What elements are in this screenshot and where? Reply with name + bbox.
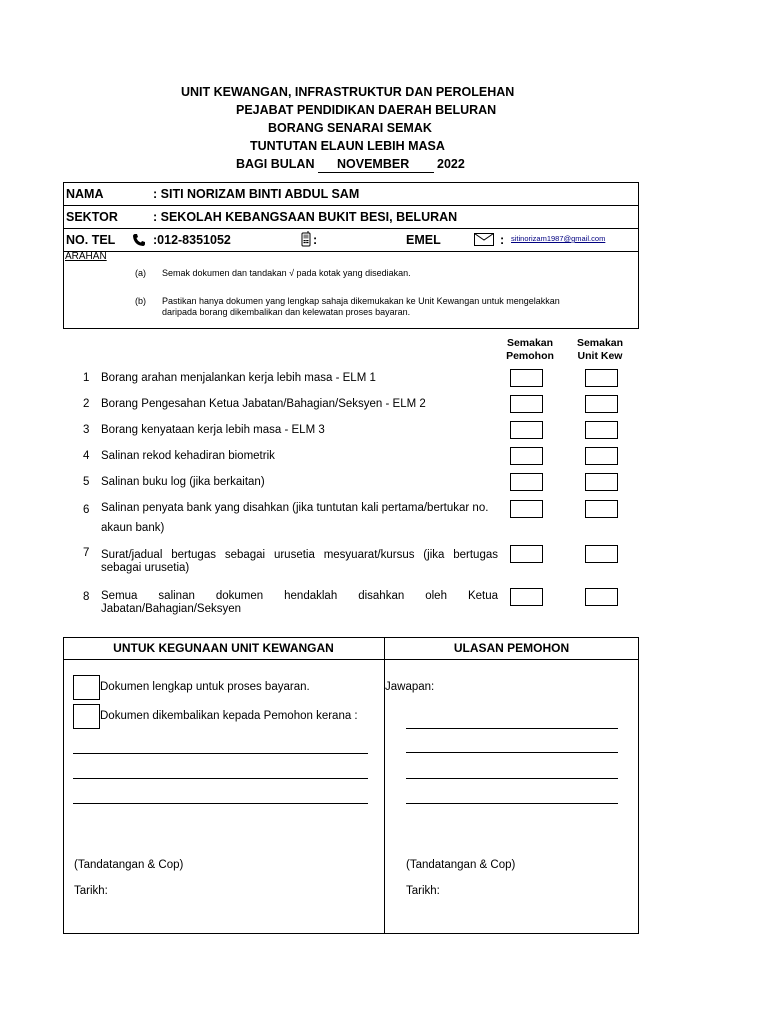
write-line[interactable] [406,752,618,753]
item-text: Borang kenyataan kerja lebih masa - ELM 3 [101,424,325,436]
month-underline [318,172,434,173]
col-unit-line1: Semakan [576,337,624,349]
col-semakan-unit-kew [570,337,630,363]
write-line[interactable] [406,778,618,779]
checkbox-unit-kew[interactable] [585,545,618,563]
write-line[interactable] [406,803,618,804]
item-text-line2: sebagai urusetia) [101,562,190,574]
checkbox-unit-kew[interactable] [585,500,618,518]
col-pemohon-line1: Semakan [506,337,554,349]
mobile-value: : [313,233,318,247]
checkbox-pemohon[interactable] [510,500,543,518]
item-text: Salinan buku log (jika berkaitan) [101,476,265,488]
header-claim-title: TUNTUTAN ELAUN LEBIH MASA [250,139,445,153]
tel-label: NO. TEL [66,233,116,247]
phone-icon [132,233,146,252]
header-form-title: BORANG SENARAI SEMAK [268,121,432,135]
header-month-prefix: BAGI BULAN [236,157,315,171]
divider [63,659,639,660]
option-dokumen-lengkap: Dokumen lengkap untuk proses bayaran. [100,681,310,693]
checkbox-pemohon[interactable] [510,447,543,465]
emel-link[interactable]: sitinorizam1987@gmail.com [511,234,606,243]
item-text-line1: Salinan penyata bank yang disahkan (jika tuntutan kali pertama/bertukar no. [101,502,489,514]
checkbox-unit-kew[interactable] [585,369,618,387]
item-number: 8 [83,591,90,603]
item-text: Borang Pengesahan Ketua Jabatan/Bahagian/Seksyen - ELM 2 [101,398,426,410]
arahan-a-text: Semak dokumen dan tandakan √ pada kotak yang disediakan. [162,268,411,278]
checkbox-dokumen-dikembalikan[interactable] [73,704,100,729]
col-semakan-pemohon [500,337,560,363]
header-year: 2022 [437,157,465,171]
item-number: 2 [83,398,90,410]
write-line[interactable] [73,803,368,804]
item-number: 3 [83,424,90,436]
item-text-line1: Semua salinan dokumen hendaklah disahkan oleh Ketua [101,590,498,602]
item-number: 5 [83,476,90,488]
checkbox-unit-kew[interactable] [585,588,618,606]
item-number: 7 [83,547,90,559]
checkbox-pemohon[interactable] [510,421,543,439]
write-line[interactable] [406,728,618,729]
signature-label-left: (Tandatangan & Cop) [74,859,184,871]
item-number: 1 [83,372,90,384]
nama-value: : SITI NORIZAM BINTI ABDUL SAM [153,187,360,201]
divider [63,228,639,229]
email-envelope-icon [474,233,494,251]
left-section-title: UNTUK KEGUNAAN UNIT KEWANGAN [113,641,334,655]
nama-label: NAMA [66,187,104,201]
emel-colon: : [500,233,505,247]
item-text: Salinan rekod kehadiran biometrik [101,450,275,462]
checkbox-unit-kew[interactable] [585,473,618,491]
checkbox-dokumen-lengkap[interactable] [73,675,100,700]
divider [63,205,639,206]
checkbox-pemohon[interactable] [510,588,543,606]
header-office: PEJABAT PENDIDIKAN DAERAH BELURAN [236,103,497,117]
arahan-b-text-1: Pastikan hanya dokumen yang lengkap sahaja dikemukakan ke Unit Kewangan untuk mengelakkan [162,296,560,306]
col-pemohon-line2: Pemohon [506,350,554,362]
header-month: NOVEMBER [337,157,410,171]
sektor-value: : SEKOLAH KEBANGSAAN BUKIT BESI, BELURAN [153,210,458,224]
header-unit: UNIT KEWANGAN, INFRASTRUKTUR DAN PEROLEHAN [181,85,515,99]
item-text-line2: akaun bank) [101,522,165,534]
checkbox-unit-kew[interactable] [585,447,618,465]
arahan-a-label: (a) [135,268,146,278]
arahan-b-label: (b) [135,296,146,306]
divider [63,251,639,252]
date-label-left: Tarikh: [74,885,108,897]
item-text-line2: Jabatan/Bahagian/Seksyen [101,603,242,615]
checkbox-pemohon[interactable] [510,545,543,563]
item-text: Borang arahan menjalankan kerja lebih masa - ELM 1 [101,372,376,384]
sektor-label: SEKTOR [66,210,118,224]
col-unit-line2: Unit Kew [577,350,623,362]
option-dokumen-dikembalikan: Dokumen dikembalikan kepada Pemohon kerana : [100,710,358,722]
right-section-title: ULASAN PEMOHON [453,641,570,655]
item-number: 6 [83,504,90,516]
jawapan-label: Jawapan: [385,681,435,693]
checkbox-unit-kew[interactable] [585,395,618,413]
mobile-phone-icon [301,231,311,252]
checkbox-pemohon[interactable] [510,395,543,413]
checkbox-unit-kew[interactable] [585,421,618,439]
tel-value: :012-8351052 [153,233,231,247]
emel-label: EMEL [406,233,441,247]
arahan-b-text-2: daripada borang dikembalikan dan kelewatan proses bayaran. [162,307,411,317]
signature-label-right: (Tandatangan & Cop) [406,859,516,871]
item-number: 4 [83,450,90,462]
date-label-right: Tarikh: [406,885,440,897]
write-line[interactable] [73,778,368,779]
item-text-line1: Surat/jadual bertugas sebagai urusetia mesyuarat/kursus (jika bertugas [101,549,498,561]
arahan-title: ARAHAN [65,251,107,262]
checkbox-pemohon[interactable] [510,473,543,491]
write-line[interactable] [73,753,368,754]
checkbox-pemohon[interactable] [510,369,543,387]
